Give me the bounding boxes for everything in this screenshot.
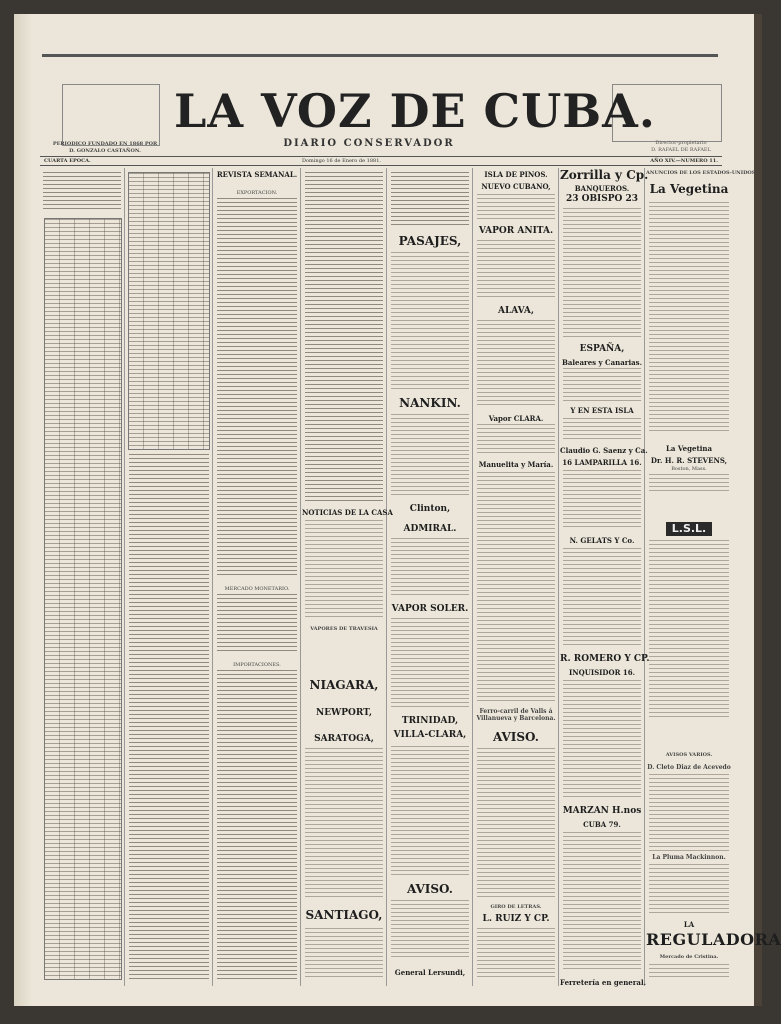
vegetina-heading-2: La Vegetina bbox=[665, 444, 712, 453]
column-6-text-5 bbox=[477, 472, 555, 702]
dateline-bar bbox=[40, 156, 722, 166]
column-8-text-5 bbox=[649, 864, 729, 914]
column-5-text-5 bbox=[391, 618, 469, 708]
column-5 bbox=[388, 168, 473, 986]
founded-line-1: PERIODICO FUNDADO EN 1868 POR bbox=[52, 141, 158, 147]
issue-number: AÑO XIV.—NUMERO 11. bbox=[650, 158, 718, 164]
ship-niagara: NIAGARA, bbox=[309, 678, 379, 692]
reguladora-heading: REGULADORA bbox=[646, 930, 781, 949]
column-4-text bbox=[305, 172, 383, 502]
avisos-varios-heading: AVISOS VARIOS. bbox=[665, 752, 713, 758]
revista-heading: REVISTA SEMANAL. bbox=[216, 170, 298, 179]
pasajes-heading: PASAJES, bbox=[398, 234, 462, 248]
column-5-text bbox=[391, 172, 469, 228]
clinton-heading: Clinton, bbox=[409, 504, 451, 514]
column-6-text bbox=[477, 194, 555, 222]
manuelita-heading: Manuelita y María. bbox=[478, 460, 554, 469]
nankin-heading: NANKIN. bbox=[399, 396, 461, 410]
column-7-text-6 bbox=[563, 680, 641, 800]
aviso-heading-2: AVISO. bbox=[493, 730, 539, 744]
column-4 bbox=[302, 168, 393, 986]
column-7-text-5 bbox=[563, 548, 641, 648]
column-8-text-4 bbox=[649, 774, 729, 852]
ferro-carril-heading: Ferro-carril de Valls á Villanueva y Barcelona. bbox=[476, 708, 556, 722]
column-3-text-2 bbox=[217, 594, 297, 654]
la-heading: LA bbox=[683, 920, 695, 929]
column-1-table bbox=[44, 218, 122, 980]
ship-santiago: SANTIAGO, bbox=[305, 908, 383, 922]
admiral-heading: ADMIRAL. bbox=[403, 524, 457, 534]
column-5-text-2 bbox=[391, 252, 469, 392]
general-lersundi-heading: General Lersundi, bbox=[394, 968, 466, 977]
column-2 bbox=[126, 168, 213, 986]
obispo-heading: 23 OBISPO 23 bbox=[565, 194, 639, 204]
date-label: Domingo 16 de Enero de 1881. bbox=[302, 158, 381, 164]
column-1-intro bbox=[43, 172, 121, 212]
nuevo-cubano-heading: NUEVO CUBANO, bbox=[481, 182, 551, 191]
column-8-text-3 bbox=[649, 540, 729, 720]
espana-heading: ESPAÑA, bbox=[579, 344, 625, 354]
villa-clara-heading: VILLA-CLARA, bbox=[393, 730, 467, 740]
column-4-text-3 bbox=[305, 748, 383, 898]
anuncios-heading: ANUNCIOS DE LOS ESTADOS-UNIDOS bbox=[646, 170, 756, 176]
masthead-rule bbox=[42, 54, 718, 57]
left-notice-box bbox=[62, 84, 160, 146]
cuba-79-heading: CUBA 79. bbox=[583, 820, 621, 829]
importaciones-heading: IMPORTACIONES. bbox=[233, 662, 281, 668]
gelats-heading: N. GELATS Y Co. bbox=[569, 536, 635, 545]
page-title: LA VOZ DE CUBA. bbox=[174, 84, 656, 138]
trinidad-heading: TRINIDAD, bbox=[401, 716, 459, 726]
alava-heading: ALAVA, bbox=[497, 306, 535, 316]
column-8 bbox=[646, 168, 781, 986]
vegetina-heading: La Vegetina bbox=[649, 182, 729, 196]
vapor-clara-heading: Vapor CLARA. bbox=[488, 414, 544, 423]
column-5-text-4 bbox=[391, 538, 469, 598]
epoca-label: CUARTA EPOCA. bbox=[44, 158, 91, 164]
column-1 bbox=[40, 168, 125, 986]
isla-de-pinos-heading: ISLA DE PINOS. bbox=[484, 170, 548, 179]
column-8-text-2 bbox=[649, 474, 729, 494]
subtitle: DIARIO CONSERVADOR bbox=[283, 138, 455, 149]
column-3-text-3 bbox=[217, 670, 297, 980]
column-6-text-6 bbox=[477, 748, 555, 898]
baleares-heading: Baleares y Canarias. bbox=[561, 358, 643, 367]
column-3 bbox=[214, 168, 301, 986]
column-6 bbox=[474, 168, 559, 986]
pluma-heading: La Pluma Mackinnon. bbox=[652, 854, 726, 861]
vapores-heading: VAPORES DE TRAVESIA bbox=[310, 626, 378, 632]
admin-line-2: D. RAFAEL DE RAFAEL bbox=[651, 147, 711, 153]
aviso-heading-1: AVISO. bbox=[407, 882, 453, 896]
column-3-text bbox=[217, 198, 297, 578]
column-7-text-7 bbox=[563, 832, 641, 972]
zorrilla-heading: Zorrilla y Cp. bbox=[560, 168, 649, 182]
column-7-text bbox=[563, 208, 641, 338]
mercado-cristina-heading: Mercado de Cristina. bbox=[659, 954, 719, 960]
esta-isla-heading: Y EN ESTA ISLA bbox=[570, 406, 634, 415]
column-7-text-2 bbox=[563, 368, 641, 402]
mercado-heading: MERCADO MONETARIO. bbox=[224, 586, 290, 592]
admin-line-1: Director-propietario bbox=[655, 140, 707, 146]
vapor-soler-heading: VAPOR SOLER. bbox=[391, 604, 469, 614]
column-7-text-4 bbox=[563, 470, 641, 530]
column-7-text-3 bbox=[563, 418, 641, 442]
ship-newport: NEWPORT, bbox=[316, 708, 372, 718]
banqueros-heading: BANQUEROS. bbox=[574, 184, 630, 193]
stevens-heading: Dr. H. R. STEVENS, bbox=[650, 456, 728, 465]
column-6-text-2 bbox=[477, 240, 555, 300]
giro-heading: GIRO DE LETRAS. bbox=[490, 904, 542, 910]
column-6-text-3 bbox=[477, 320, 555, 408]
noticias-heading: NOTICIAS DE LA CASA bbox=[302, 508, 393, 517]
column-2-table bbox=[128, 172, 210, 450]
cleto-heading: D. Cleto Diaz de Acevedo bbox=[647, 764, 731, 771]
exportacion-heading: EXPORTACION. bbox=[236, 190, 278, 196]
column-8-text-6 bbox=[649, 964, 729, 980]
column-5-text-6 bbox=[391, 746, 469, 876]
column-5-text-7 bbox=[391, 900, 469, 960]
column-6-text-7 bbox=[477, 928, 555, 980]
lsl-logo: L.S.L. bbox=[666, 522, 712, 536]
ruiz-heading: L. RUIZ Y CP. bbox=[482, 914, 550, 924]
column-7 bbox=[560, 168, 650, 987]
ferreteria-heading: Ferretería en general. bbox=[560, 978, 647, 987]
column-6-text-4 bbox=[477, 424, 555, 454]
column-4-text-4 bbox=[305, 928, 383, 980]
ship-saratoga: SARATOGA, bbox=[314, 734, 374, 744]
column-5-text-3 bbox=[391, 414, 469, 498]
newspaper-page bbox=[14, 14, 781, 1006]
lamparilla-heading: 16 LAMPARILLA 16. bbox=[562, 458, 642, 467]
marzan-heading: MARZAN H.nos bbox=[562, 806, 642, 816]
column-8-text bbox=[649, 202, 729, 432]
romero-heading: R. ROMERO Y CP. bbox=[560, 654, 650, 664]
column-2-text bbox=[129, 454, 209, 980]
column-4-text-2 bbox=[305, 520, 383, 620]
claudio-heading: Claudio G. Saenz y Ca. bbox=[560, 446, 648, 455]
inquisidor-heading: INQUISIDOR 16. bbox=[568, 668, 636, 677]
founded-line-2: D. GONZALO CASTAÑON. bbox=[69, 148, 141, 154]
boston-heading: Boston, Mass. bbox=[671, 466, 707, 472]
vapor-anita-heading: VAPOR ANITA. bbox=[478, 226, 554, 236]
